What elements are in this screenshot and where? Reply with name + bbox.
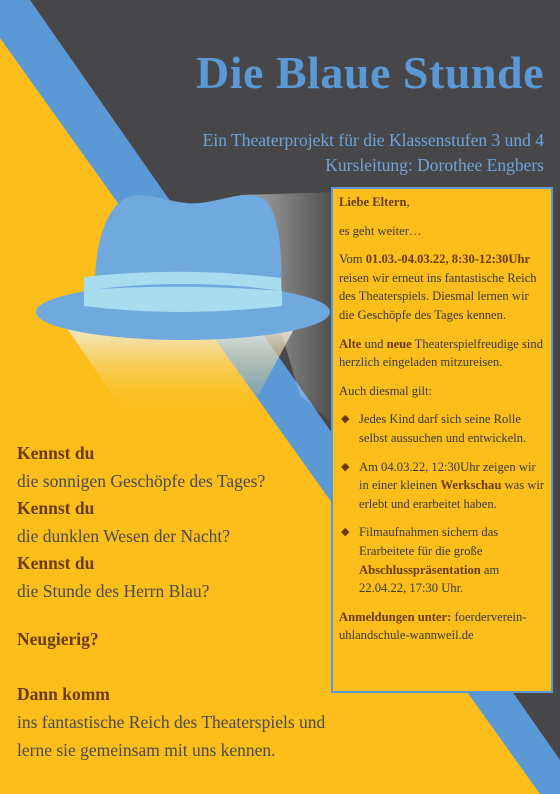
invitation-bold-2: neue <box>386 336 412 351</box>
bullet-text-post: was wir erlebt und erarbeitet haben. <box>359 478 545 511</box>
info-box <box>331 187 553 693</box>
closing-line: ins fantastische Reich des Theaterspiels und <box>17 712 326 732</box>
closing-heading: Dann komm <box>17 684 110 704</box>
diamond-bullet-icon: ◆ <box>341 526 350 539</box>
greeting <box>339 193 545 212</box>
dates-pre: Vom <box>339 252 366 267</box>
question-line: die dunklen Wesen der Nacht? <box>17 525 231 546</box>
closing-line: lerne sie gemeinsam mit uns kennen. <box>17 740 276 760</box>
bullet-text: Jedes Kind darf sich seine Rolle selbst aussuchen und entwickeln. <box>359 412 527 445</box>
closing-block <box>17 680 325 764</box>
greeting-comma: , <box>406 195 410 209</box>
subtitle <box>203 128 544 178</box>
diamond-bullet-icon: ◆ <box>341 460 350 473</box>
subtitle-line-2: Kursleitung: Dorothee Engbers <box>325 155 544 175</box>
registration <box>339 608 545 645</box>
question-heading: Kennst du <box>17 498 95 518</box>
bullet-text-pre: Filmaufnahmen sichern das Erarbeitete für die große <box>359 525 499 558</box>
list-item <box>339 458 545 514</box>
invitation-mid: und <box>361 336 387 351</box>
question-heading: Kennst du <box>17 443 95 463</box>
invitation-bold-1: Alte <box>339 336 362 351</box>
question-line: die sonnigen Geschöpfe des Tages? <box>17 470 266 491</box>
dates-value: 01.03.-04.03.22, 8:30-12:30Uhr <box>365 252 531 267</box>
curious-block <box>17 626 99 654</box>
invitation-paragraph <box>339 335 545 372</box>
bullet-text-bold: Abschlusspräsentation <box>359 562 481 577</box>
list-item <box>339 410 545 447</box>
dates-paragraph <box>339 250 545 324</box>
question-heading: Kennst du <box>17 553 95 573</box>
curious-heading: Neugierig? <box>17 629 99 649</box>
dates-post: reisen wir erneut ins fantastische Reich des Theaterspiels. Diesmal lernen wir die Geschöpfe des Tages kennen. <box>339 270 537 322</box>
greeting-text: Liebe Eltern <box>339 195 407 209</box>
bullet-text-bold: Werkschau <box>440 478 502 493</box>
intro-text: es geht weiter… <box>339 223 422 238</box>
questions-block <box>17 440 265 605</box>
registration-link[interactable]: foerderverein-uhlandschule-wannweil.de <box>339 609 527 643</box>
registration-label: Anmeldungen unter: <box>339 609 452 624</box>
bullet-text-pre: Am 04.03.22, 12:30Uhr zeigen wir in einer kleinen <box>359 459 536 493</box>
list-item <box>339 523 545 597</box>
rules-list <box>339 410 545 597</box>
rules-intro: Auch diesmal gilt: <box>339 383 433 398</box>
diamond-bullet-icon: ◆ <box>341 413 350 426</box>
hat-band-front <box>84 287 282 312</box>
page-title: Die Blaue Stunde <box>196 47 544 98</box>
question-line: die Stunde des Herrn Blau? <box>17 580 210 601</box>
subtitle-line-1: Ein Theaterprojekt für die Klassenstufen 3 und 4 <box>202 130 544 150</box>
invitation-post: Theaterspielfreudige sind herzlich eingeladen mitzureisen. <box>339 336 544 370</box>
bullet-text-post: am 22.04.22, 17:30 Uhr. <box>359 562 500 596</box>
